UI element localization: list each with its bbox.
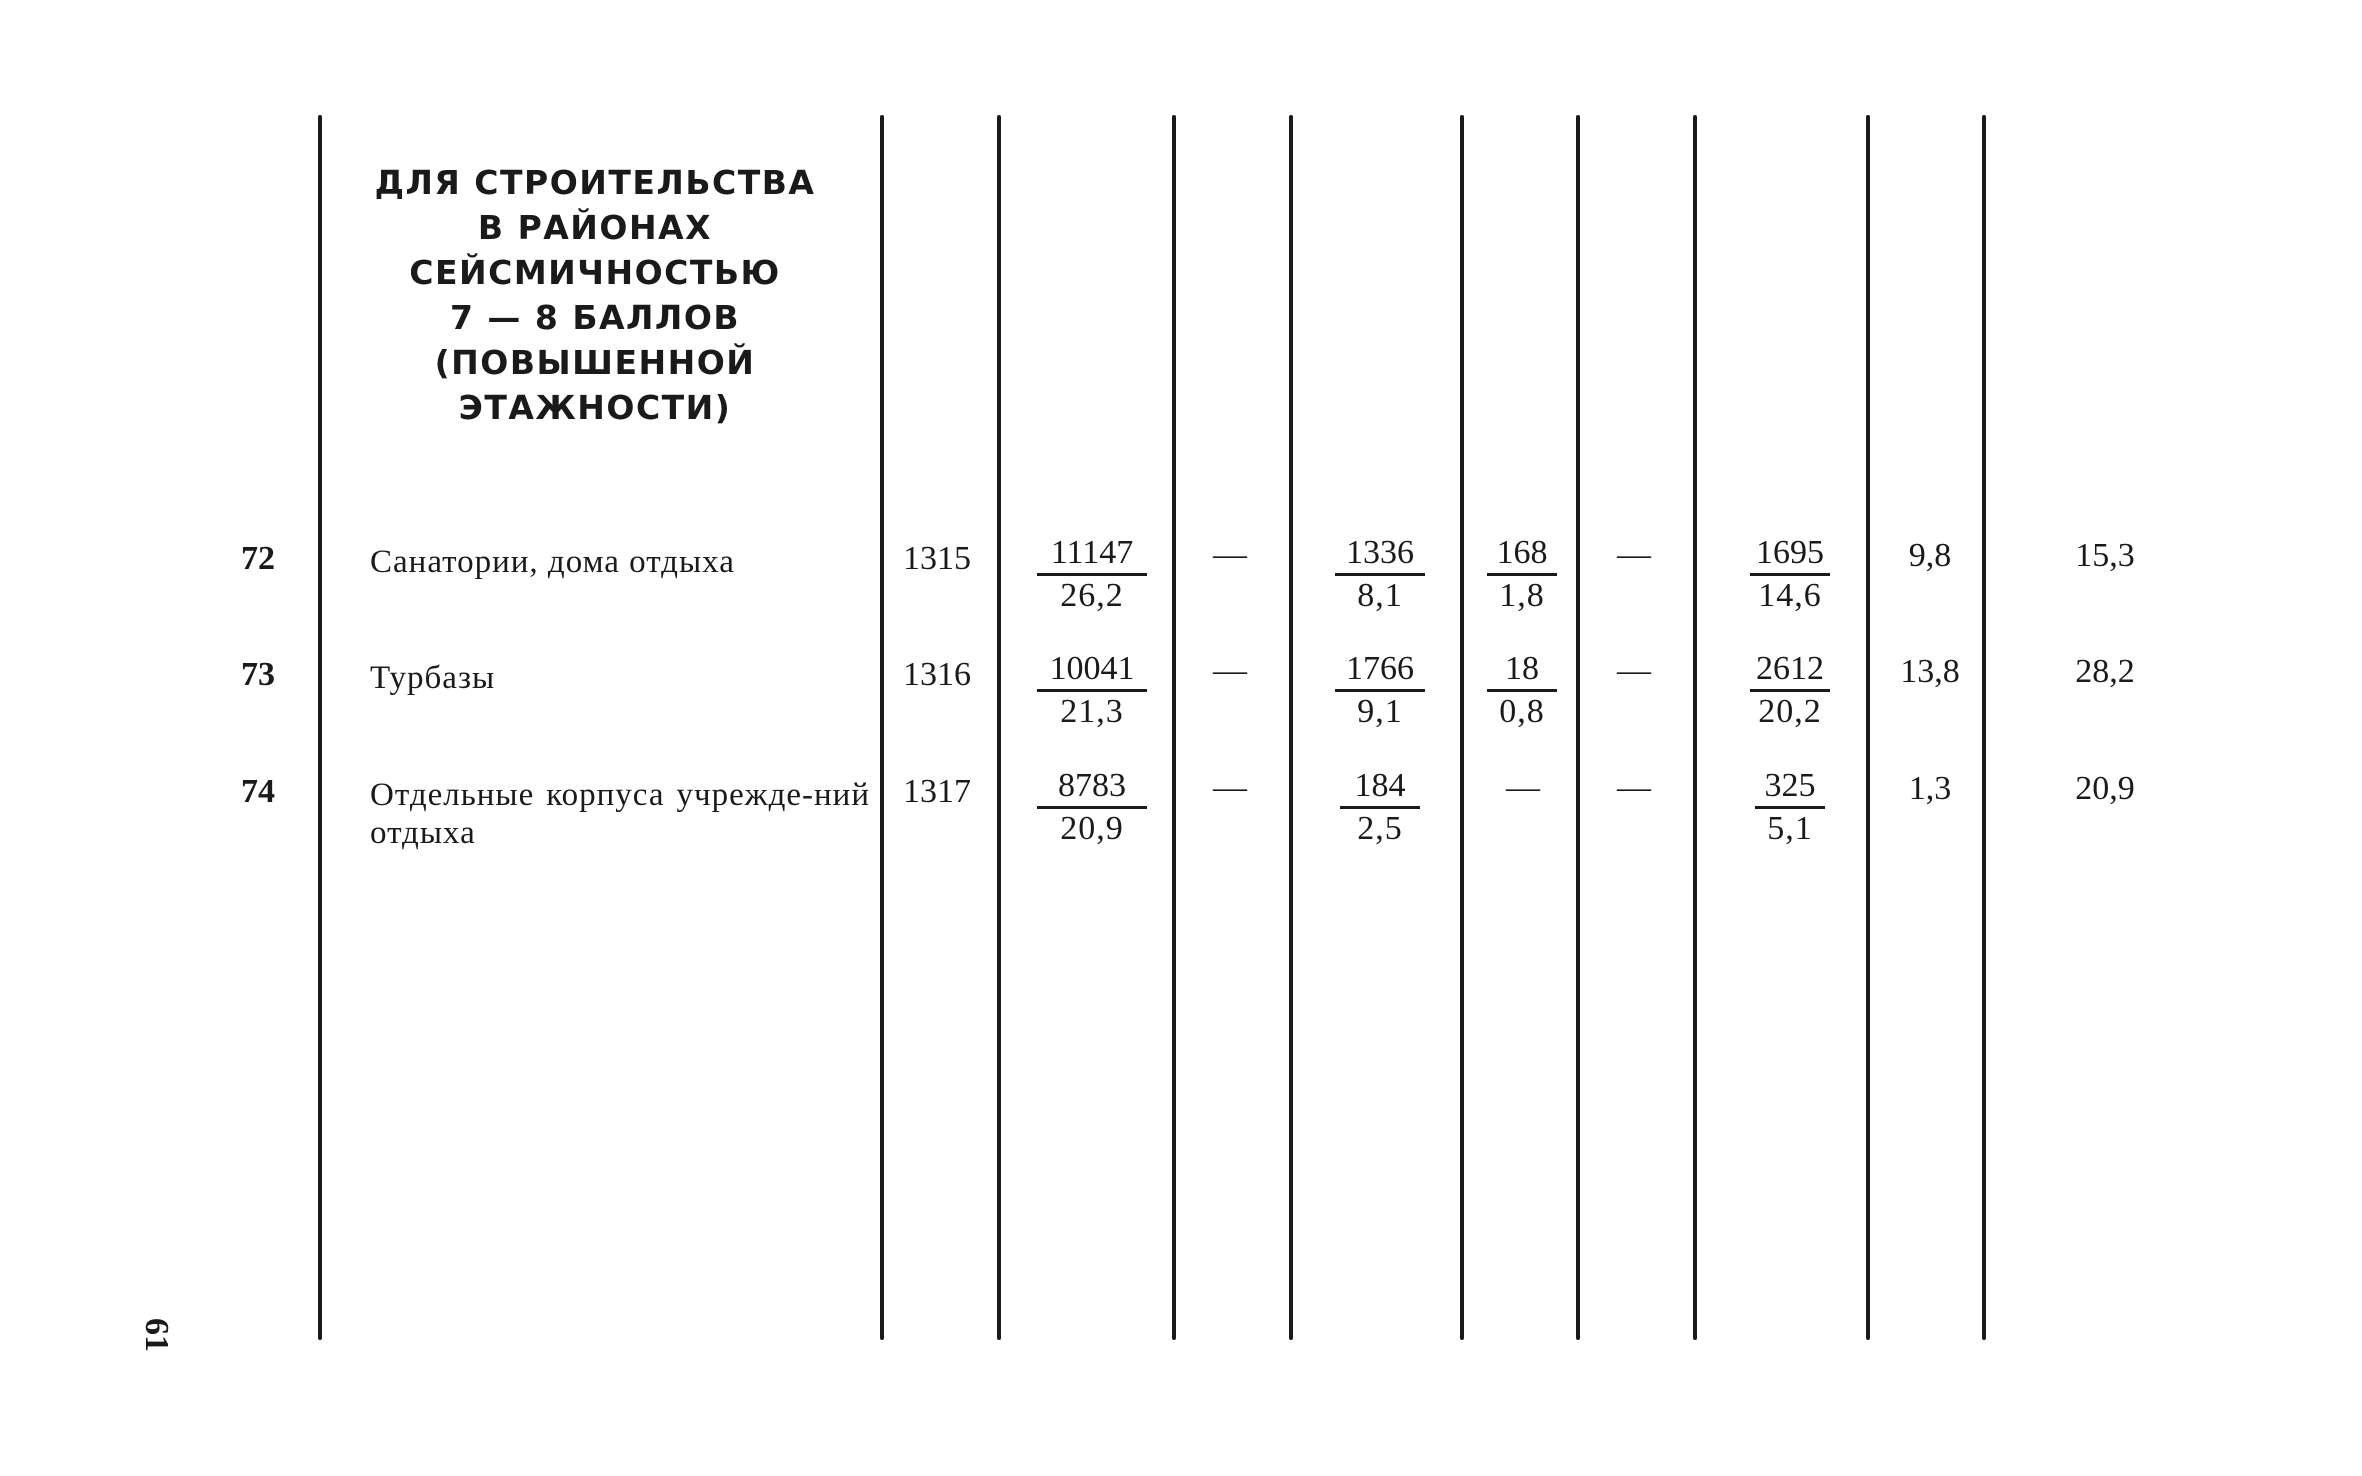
fraction-numerator: 8783 — [1058, 767, 1126, 804]
fraction-denominator: 26,2 — [1060, 577, 1124, 614]
section-heading-line: В РАЙОНАХ — [477, 208, 713, 247]
dash-cell: — — [1213, 652, 1247, 689]
fraction-numerator: 1695 — [1756, 534, 1824, 571]
row-number: 72 — [241, 540, 275, 577]
fraction-numerator: 1336 — [1346, 534, 1414, 571]
dash-cell: — — [1213, 536, 1247, 573]
fraction-denominator: 8,1 — [1357, 577, 1403, 614]
column-rule — [997, 115, 1001, 1340]
fraction-cell — [1740, 766, 1840, 849]
section-heading-line: (ПОВЫШЕННОЙ — [434, 343, 756, 382]
fraction-denominator: 20,9 — [1060, 810, 1124, 847]
fraction-denominator: 5,1 — [1767, 810, 1813, 847]
column-rule — [880, 115, 884, 1340]
fraction-cell — [1032, 533, 1152, 616]
row-code: 1315 — [903, 540, 971, 577]
value-cell: 28,2 — [2075, 653, 2135, 690]
fraction-numerator: 2612 — [1756, 650, 1824, 687]
fraction-numerator: 168 — [1496, 534, 1548, 571]
column-rule — [1460, 115, 1464, 1340]
dash-cell: — — [1617, 536, 1651, 573]
column-rule — [1576, 115, 1580, 1340]
fraction-numerator: 11147 — [1050, 534, 1134, 571]
fraction-denominator: 0,8 — [1499, 693, 1545, 730]
fraction-numerator: 184 — [1354, 767, 1406, 804]
section-heading-line: ЭТАЖНОСТИ) — [458, 388, 732, 427]
section-heading-line: ДЛЯ СТРОИТЕЛЬСТВА — [374, 163, 816, 202]
row-code: 1317 — [903, 773, 971, 810]
fraction-numerator: 1766 — [1346, 650, 1414, 687]
row-name: Санатории, дома отдыха — [370, 544, 735, 580]
column-rule — [1866, 115, 1870, 1340]
fraction-denominator: 2,5 — [1357, 810, 1403, 847]
dash-cell: — — [1617, 769, 1651, 806]
fraction-cell — [1330, 533, 1430, 616]
fraction-numerator: 325 — [1764, 767, 1816, 804]
fraction-denominator: 14,6 — [1758, 577, 1822, 614]
row-number: 73 — [241, 656, 275, 693]
row-code: 1316 — [903, 656, 971, 693]
fraction-denominator: 21,3 — [1060, 693, 1124, 730]
section-heading-line: 7 — 8 БАЛЛОВ — [449, 298, 741, 337]
fraction-denominator: 9,1 — [1357, 693, 1403, 730]
row-name: Отдельные корпуса учрежде-ний отдыха — [370, 777, 870, 851]
fraction-cell — [1482, 533, 1562, 616]
fraction-denominator: 1,8 — [1499, 577, 1545, 614]
column-rule — [318, 115, 322, 1340]
fraction-numerator: 10041 — [1049, 650, 1135, 687]
dash-cell: — — [1506, 769, 1540, 806]
fraction-cell — [1740, 649, 1840, 732]
fraction-cell — [1330, 766, 1430, 849]
value-cell: 1,3 — [1908, 770, 1952, 807]
column-rule — [1982, 115, 1986, 1340]
fraction-cell — [1032, 766, 1152, 849]
dash-cell: — — [1213, 769, 1247, 806]
fraction-numerator: 18 — [1505, 650, 1539, 687]
row-number: 74 — [241, 773, 275, 810]
row-name: Турбазы — [370, 660, 496, 696]
page-number: 61 — [138, 1318, 175, 1352]
dash-cell: — — [1617, 652, 1651, 689]
section-heading — [330, 160, 860, 430]
column-rule — [1693, 115, 1697, 1340]
fraction-denominator: 20,2 — [1758, 693, 1822, 730]
fraction-cell — [1482, 649, 1562, 732]
column-rule — [1289, 115, 1293, 1340]
fraction-cell — [1740, 533, 1840, 616]
value-cell: 15,3 — [2075, 537, 2135, 574]
fraction-cell — [1032, 649, 1152, 732]
fraction-cell — [1330, 649, 1430, 732]
value-cell: 13,8 — [1900, 653, 1960, 690]
section-heading-line: СЕЙСМИЧНОСТЬЮ — [409, 253, 781, 292]
value-cell: 9,8 — [1908, 537, 1952, 574]
column-rule — [1172, 115, 1176, 1340]
value-cell: 20,9 — [2075, 770, 2135, 807]
